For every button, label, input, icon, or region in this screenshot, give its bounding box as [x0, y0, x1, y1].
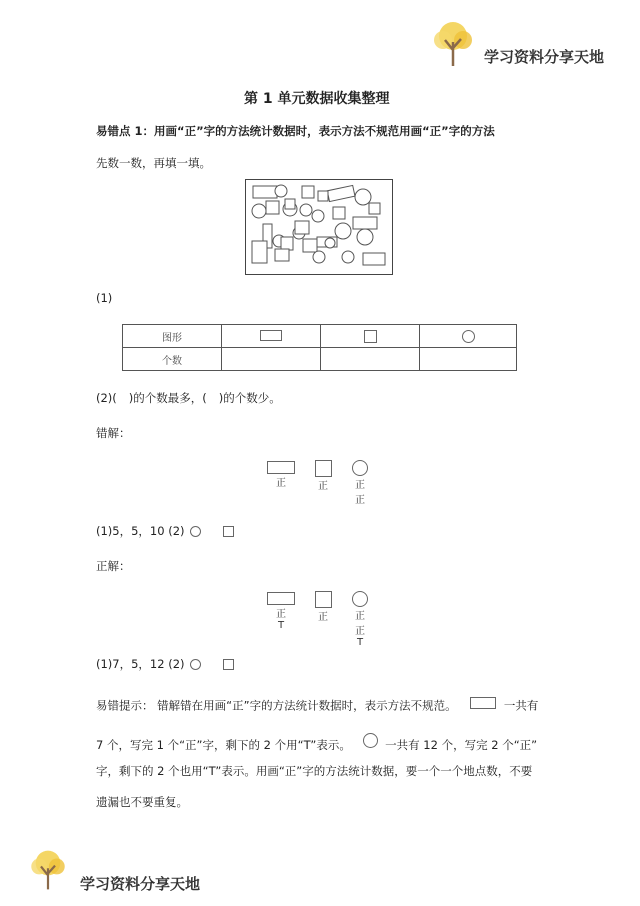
page-title: 第 1 单元数据收集整理: [244, 91, 390, 107]
square-icon: [315, 460, 332, 477]
tip-text: 一共有 12 个，写完 2 个“正”: [385, 738, 538, 752]
tally-mark: 正: [318, 481, 328, 492]
circle-icon: [363, 733, 378, 748]
tip-text: 易错提示： 错解错在用画“正”字的方法统计数据时，表示方法不规范。: [96, 698, 457, 713]
tally-mark: 正: [318, 612, 328, 623]
rectangle-icon: [470, 697, 496, 709]
wrong-tally-circle: [351, 460, 369, 506]
tally-mark: 正: [276, 609, 286, 620]
footer-logo: [26, 848, 70, 892]
tally-mark: 正: [276, 478, 286, 489]
question-1-label: (1): [96, 291, 113, 305]
table-header-shape: 图形: [123, 325, 222, 348]
wrong-solution-label: 错解：: [96, 426, 131, 440]
tip-text: 一共有: [503, 698, 539, 713]
question-2-mid: )的个数最多，(: [128, 391, 207, 405]
shapes-picture: [245, 179, 393, 279]
table-cell-square: [321, 325, 420, 348]
correct-tally-square: [314, 591, 332, 623]
correct-tally-rectangle: [267, 592, 295, 631]
rectangle-icon: [267, 592, 295, 605]
header-logo: [428, 20, 478, 68]
table-header-count: 个数: [123, 348, 222, 371]
tip-line-1: [96, 697, 538, 715]
brand-name-bottom: 学习资料分享天地: [80, 875, 201, 893]
question-2-prefix: (2)(: [96, 391, 117, 405]
answer-cell-rectangle[interactable]: [222, 348, 321, 371]
rectangle-icon: [267, 461, 295, 474]
tree-logo-icon: [428, 20, 478, 68]
table-row: [123, 348, 517, 371]
circle-icon: [190, 526, 201, 537]
tally-mark: 正: [355, 495, 365, 506]
tally-mark: T: [277, 620, 285, 631]
circle-icon: [462, 330, 475, 343]
answer-cell-square[interactable]: [321, 348, 420, 371]
tip-line-2: [96, 733, 537, 758]
answer-cell-circle[interactable]: [420, 348, 517, 371]
square-icon: [315, 591, 332, 608]
tally-table: [122, 324, 517, 371]
mistake-point-heading: 易错点 1：用画“正”字的方法统计数据时，表示方法不规范用画“正”字的方法: [96, 124, 495, 138]
correct-solution-label: 正解：: [96, 559, 131, 573]
square-icon: [364, 330, 377, 343]
wrong-answer: [96, 524, 234, 538]
table-row: [123, 325, 517, 348]
square-icon: [223, 526, 234, 537]
correct-answer: [96, 657, 234, 671]
tally-mark: T: [356, 637, 364, 648]
question-2: [96, 391, 281, 405]
circle-icon: [352, 460, 368, 476]
correct-tally-circle: [351, 591, 369, 648]
question-2-suffix: )的个数少。: [218, 391, 281, 405]
square-icon: [223, 659, 234, 670]
tally-mark: 正: [355, 626, 365, 637]
tip-text: 7 个，写完 1 个“正”字，剩下的 2 个用“T”表示。: [96, 738, 351, 752]
tally-mark: 正: [355, 611, 365, 622]
instruction-text: 先数一数，再填一填。: [96, 156, 211, 170]
rectangle-icon: [260, 330, 282, 341]
table-cell-circle: [420, 325, 517, 348]
wrong-tally-square: [314, 460, 332, 492]
tally-mark: 正: [355, 480, 365, 491]
circle-icon: [352, 591, 368, 607]
tip-line-3: 字，剩下的 2 个也用“T”表示。用画“正”字的方法统计数据，要一个一个地点数，不要: [96, 764, 533, 778]
tree-logo-icon: [26, 848, 70, 892]
brand-name-top: 学习资料分享天地: [484, 48, 605, 66]
correct-answer-text: (1)7，5，12 (2): [96, 657, 185, 671]
circle-icon: [190, 659, 201, 670]
table-cell-rectangle: [222, 325, 321, 348]
tip-line-4: 遗漏也不要重复。: [96, 795, 188, 809]
shapes-illustration: [245, 179, 393, 275]
wrong-answer-text: (1)5，5，10 (2): [96, 524, 185, 538]
wrong-tally-rectangle: [267, 461, 295, 489]
